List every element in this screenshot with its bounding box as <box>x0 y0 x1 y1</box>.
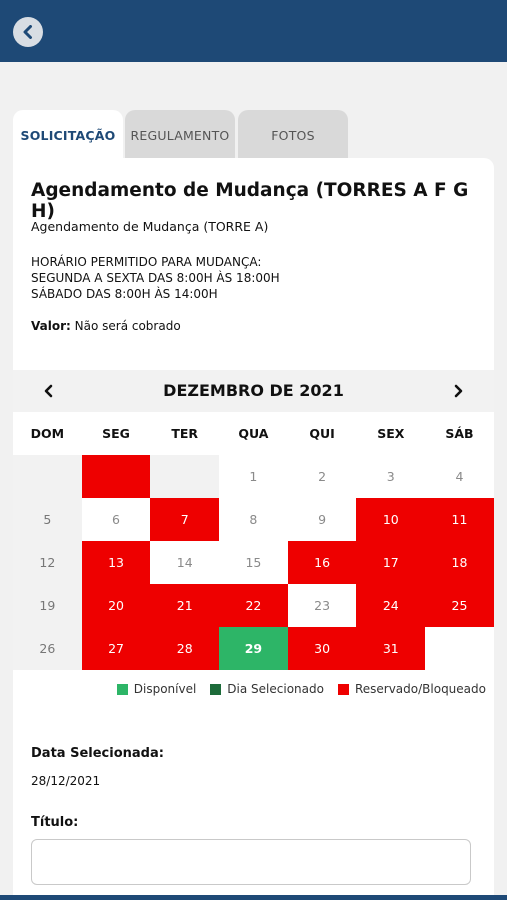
rules-line: HORÁRIO PERMITIDO PARA MUDANÇA: <box>31 255 262 269</box>
calendar-day-24[interactable]: 24 <box>356 584 425 627</box>
calendar-day-13[interactable]: 13 <box>82 541 151 584</box>
calendar <box>13 370 494 670</box>
calendar-day-18[interactable]: 18 <box>425 541 494 584</box>
legend-swatch <box>210 684 221 695</box>
weekday-label: DOM <box>30 426 65 441</box>
calendar-day-5[interactable]: 5 <box>13 498 82 541</box>
calendar-day-1[interactable]: 1 <box>219 455 288 498</box>
calendar-day-27[interactable]: 27 <box>82 627 151 670</box>
page-title: Agendamento de Mudança (TORRES A F G H) <box>31 180 469 222</box>
legend-item-blocked <box>338 682 486 696</box>
rules-line: SÁBADO DAS 8:00H ÀS 14:00H <box>31 287 218 301</box>
calendar-day-4[interactable]: 4 <box>425 455 494 498</box>
calendar-day-3[interactable]: 3 <box>356 455 425 498</box>
calendar-day-23[interactable]: 23 <box>288 584 357 627</box>
price-value: Não será cobrado <box>74 319 181 333</box>
weekday-label: TER <box>171 426 199 441</box>
calendar-legend <box>13 682 494 696</box>
calendar-day-empty <box>13 455 82 498</box>
title-field-label: Título: <box>31 815 79 830</box>
chevron-left-icon <box>21 25 35 39</box>
calendar-day-28[interactable]: 28 <box>150 627 219 670</box>
calendar-day-empty <box>150 455 219 498</box>
calendar-day-empty <box>82 455 151 498</box>
calendar-day-19[interactable]: 19 <box>13 584 82 627</box>
weekday-header-row <box>13 412 494 455</box>
calendar-week-row <box>13 455 494 498</box>
title-input[interactable] <box>31 839 471 885</box>
calendar-day-31[interactable]: 31 <box>356 627 425 670</box>
calendar-day-2[interactable]: 2 <box>288 455 357 498</box>
calendar-header <box>13 370 494 412</box>
legend-label: Dia Selecionado <box>227 682 324 696</box>
content-panel <box>13 158 494 900</box>
calendar-day-22[interactable]: 22 <box>219 584 288 627</box>
weekday-label: SEG <box>102 426 130 441</box>
selected-date-label: Data Selecionada: <box>31 746 164 761</box>
legend-swatch <box>338 684 349 695</box>
booking-rules <box>31 254 280 302</box>
legend-item-available <box>117 682 197 696</box>
tab-fotos[interactable]: FOTOS <box>238 110 348 160</box>
tab-regulamento[interactable]: REGULAMENTO <box>125 110 235 160</box>
price-label: Valor: <box>31 319 71 333</box>
calendar-day-12[interactable]: 12 <box>13 541 82 584</box>
calendar-day-29[interactable]: 29 <box>219 627 288 670</box>
selected-date-value: 28/12/2021 <box>31 774 101 788</box>
calendar-day-6[interactable]: 6 <box>82 498 151 541</box>
calendar-day-9[interactable]: 9 <box>288 498 357 541</box>
calendar-week-row <box>13 541 494 584</box>
top-app-bar <box>0 0 507 62</box>
legend-swatch <box>117 684 128 695</box>
calendar-day-10[interactable]: 10 <box>356 498 425 541</box>
legend-label: Disponível <box>133 682 197 696</box>
calendar-day-8[interactable]: 8 <box>219 498 288 541</box>
bottom-bar <box>0 895 507 900</box>
calendar-week-row <box>13 627 494 670</box>
calendar-day-11[interactable]: 11 <box>425 498 494 541</box>
legend-item-selected <box>210 682 324 696</box>
weekday-label: QUA <box>238 426 269 441</box>
calendar-week-row <box>13 498 494 541</box>
back-button[interactable] <box>13 17 43 47</box>
calendar-month-title: DEZEMBRO DE 2021 <box>163 381 344 400</box>
calendar-day-7[interactable]: 7 <box>150 498 219 541</box>
booking-subtitle: Agendamento de Mudança (TORRE A) <box>31 219 269 234</box>
calendar-day-20[interactable]: 20 <box>82 584 151 627</box>
price-info <box>31 319 181 333</box>
calendar-grid <box>13 455 494 670</box>
weekday-label: SEX <box>377 426 405 441</box>
calendar-day-21[interactable]: 21 <box>150 584 219 627</box>
calendar-day-14[interactable]: 14 <box>150 541 219 584</box>
calendar-day-15[interactable]: 15 <box>219 541 288 584</box>
legend-label: Reservado/Bloqueado <box>354 682 486 696</box>
weekday-label: SÁB <box>445 426 474 441</box>
calendar-day-16[interactable]: 16 <box>288 541 357 584</box>
calendar-day-30[interactable]: 30 <box>288 627 357 670</box>
next-month-button[interactable] <box>446 379 470 403</box>
tab-solicitacao[interactable]: SOLICITAÇÃO <box>13 110 123 160</box>
calendar-day-26[interactable]: 26 <box>13 627 82 670</box>
rules-line: SEGUNDA A SEXTA DAS 8:00H ÀS 18:00H <box>31 271 280 285</box>
chevron-right-icon <box>451 384 465 398</box>
weekday-label: QUI <box>309 426 335 441</box>
calendar-day-25[interactable]: 25 <box>425 584 494 627</box>
calendar-week-row <box>13 584 494 627</box>
calendar-day-17[interactable]: 17 <box>356 541 425 584</box>
calendar-day-empty <box>425 627 494 670</box>
